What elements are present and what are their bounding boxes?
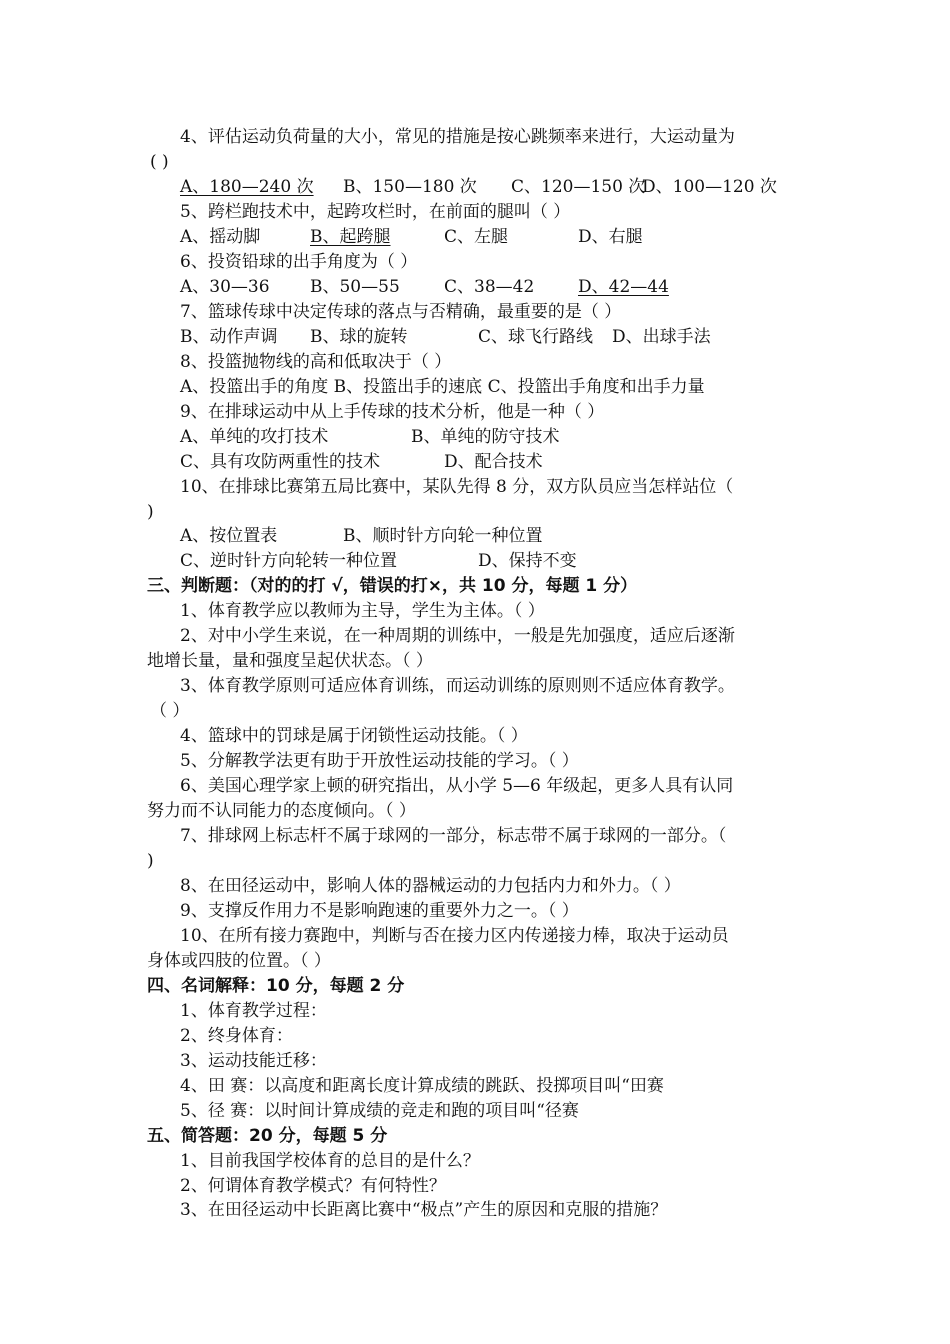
short-item-1: 1、目前我国学校体育的总目的是什么？ <box>180 1151 480 1171</box>
section-5-heading: 五、简答题：20 分，每题 5 分 <box>147 1126 388 1146</box>
question-4-blank: ( ) <box>150 152 169 172</box>
tf-item-6-continued: 努力而不认同能力的态度倾向。（ ） <box>147 801 416 821</box>
question-10-stem-continued: ) <box>147 502 154 522</box>
question-9-option-c: C、具有攻防两重性的技术 <box>180 452 381 472</box>
question-10-option-b: B、顺时针方向轮一种位置 <box>343 526 543 546</box>
tf-item-4: 4、篮球中的罚球是属于闭锁性运动技能。（ ） <box>180 726 528 746</box>
question-4-option-b: B、150—180 次 <box>343 177 477 197</box>
tf-item-7-continued: ) <box>147 851 154 871</box>
question-10-option-d: D、保持不变 <box>478 551 577 571</box>
question-4-option-c: C、120—150 次 <box>511 177 646 197</box>
tf-item-10-continued: 身体或四肢的位置。（ ） <box>147 951 331 971</box>
section-3-heading: 三、判断题：（对的的打 √，错误的打×，共 10 分，每题 1 分） <box>147 576 638 596</box>
question-5-stem: 5、跨栏跑技术中，起跨攻栏时，在前面的腿叫（ ） <box>180 202 571 222</box>
question-10-stem: 10、在排球比赛第五局比赛中，某队先得 8 分，双方队员应当怎样站位（ <box>180 477 734 497</box>
term-item-2: 2、终身体育： <box>180 1026 293 1046</box>
question-9-option-a: A、单纯的攻打技术 <box>180 427 329 447</box>
question-7-option-b: B、球的旋转 <box>310 327 408 347</box>
question-6-stem: 6、投资铅球的出手角度为（ ） <box>180 252 418 272</box>
question-8-stem: 8、投篮抛物线的高和低取决于（ ） <box>180 352 452 372</box>
question-7-option-a: B、动作声调 <box>180 327 278 347</box>
question-9-options-row-2 <box>180 450 820 474</box>
tf-item-9: 9、支撑反作用力不是影响跑速的重要外力之一。（ ） <box>180 901 579 921</box>
tf-item-3: 3、体育教学原则可适应体育训练，而运动训练的原则则不适应体育教学。 <box>180 676 735 696</box>
question-9-stem: 9、在排球运动中从上手传球的技术分析，他是一种（ ） <box>180 402 605 422</box>
question-5-options <box>180 225 820 249</box>
term-item-4: 4、田 赛：以高度和距离长度计算成绩的跳跃、投掷项目叫“田赛 <box>180 1076 664 1096</box>
question-6-options <box>180 275 820 299</box>
tf-item-1: 1、体育教学应以教师为主导，学生为主体。（ ） <box>180 601 545 621</box>
tf-item-3-continued: （ ） <box>150 701 190 721</box>
question-4-stem: 4、评估运动负荷量的大小，常见的措施是按心跳频率来进行，大运动量为 <box>180 127 735 147</box>
question-7-option-c: C、球飞行路线 <box>478 327 594 347</box>
question-6-option-a: A、30—36 <box>180 277 270 297</box>
question-10-options-row-1 <box>180 524 820 548</box>
tf-item-5: 5、分解教学法更有助于开放性运动技能的学习。（ ） <box>180 751 579 771</box>
tf-item-2: 2、对中小学生来说，在一种周期的训练中，一般是先加强度，适应后逐渐 <box>180 626 735 646</box>
tf-item-6: 6、美国心理学家上顿的研究指出，从小学 5—6 年级起，更多人具有认同 <box>180 776 734 796</box>
term-item-5: 5、径 赛：以时间计算成绩的竞走和跑的项目叫“径赛 <box>180 1101 579 1121</box>
question-9-option-b: B、单纯的防守技术 <box>411 427 560 447</box>
question-4-option-d: D、100—120 次 <box>642 177 777 197</box>
question-10-option-c: C、逆时针方向轮转一种位置 <box>180 551 398 571</box>
question-4-option-a: A、180—240 次 <box>180 177 314 197</box>
question-5-option-a: A、摇动脚 <box>180 227 261 247</box>
question-5-option-b: B、起跨腿 <box>310 227 391 247</box>
question-8-options: A、投篮出手的角度 B、投篮出手的速底 C、投篮出手角度和出手力量 <box>180 377 705 397</box>
section-4-heading: 四、名词解释：10 分，每题 2 分 <box>147 976 405 996</box>
tf-item-7: 7、排球网上标志杆不属于球网的一部分，标志带不属于球网的一部分。（ <box>180 826 727 846</box>
question-10-option-a: A、按位置表 <box>180 526 278 546</box>
question-7-options <box>180 325 820 349</box>
question-6-option-b: B、50—55 <box>310 277 400 297</box>
short-item-2: 2、何谓体育教学模式？有何特性？ <box>180 1176 446 1196</box>
question-6-option-c: C、38—42 <box>444 277 535 297</box>
term-item-1: 1、体育教学过程： <box>180 1001 327 1021</box>
question-7-option-d: D、出球手法 <box>612 327 711 347</box>
question-4-options <box>180 175 820 199</box>
tf-item-2-continued: 地增长量，量和强度呈起伏状态。（ ） <box>147 651 433 671</box>
question-9-options-row-1 <box>180 425 820 449</box>
tf-item-10: 10、在所有接力赛跑中，判断与否在接力区内传递接力棒，取决于运动员 <box>180 926 729 946</box>
question-5-option-c: C、左腿 <box>444 227 509 247</box>
question-7-stem: 7、篮球传球中决定传球的落点与否精确，最重要的是（ ） <box>180 302 622 322</box>
question-9-option-d: D、配合技术 <box>444 452 543 472</box>
question-6-option-d: D、42—44 <box>578 277 669 297</box>
term-item-3: 3、运动技能迁移： <box>180 1051 327 1071</box>
short-item-3: 3、在田径运动中长距离比赛中“极点”产生的原因和克服的措施？ <box>180 1200 668 1220</box>
tf-item-8: 8、在田径运动中，影响人体的器械运动的力包括内力和外力。（ ） <box>180 876 681 896</box>
question-5-option-d: D、右腿 <box>578 227 643 247</box>
question-10-options-row-2 <box>180 549 820 573</box>
